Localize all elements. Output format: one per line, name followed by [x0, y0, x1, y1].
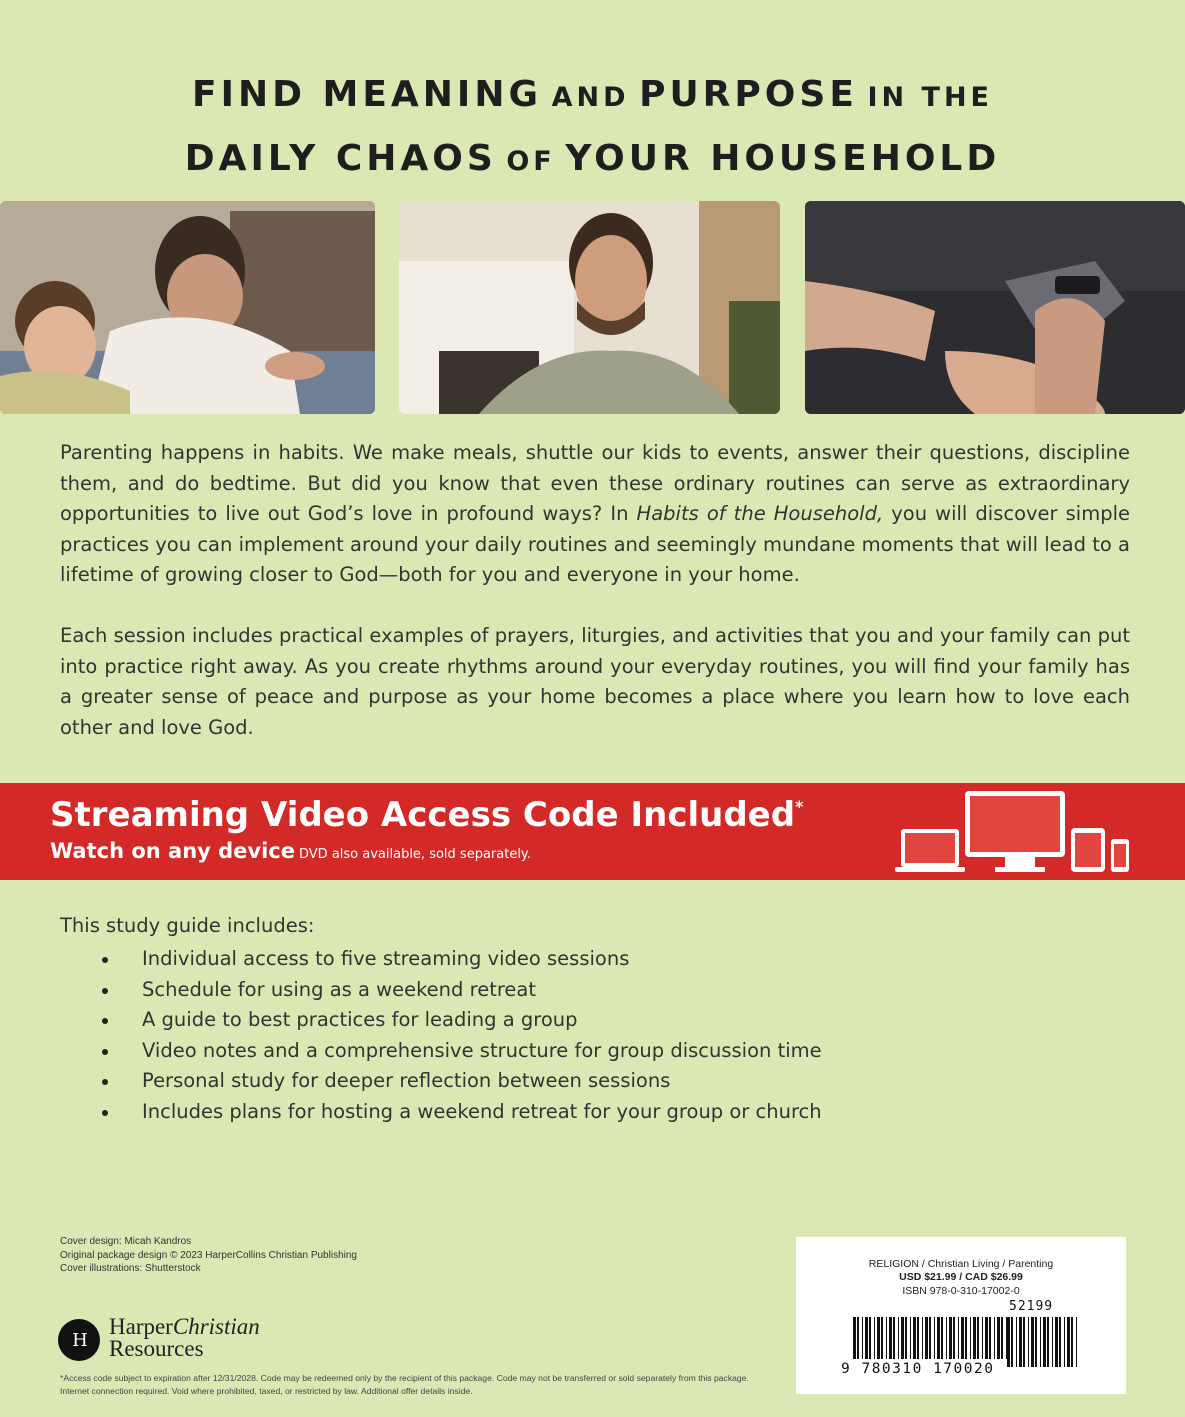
list-item: Personal study for deeper reflection between sessions [100, 1066, 822, 1097]
publisher-emblem-icon: H [58, 1319, 100, 1361]
book-title: Habits of the Household, [636, 502, 884, 526]
disclaimer: *Access code subject to expiration after 12/31/2028. Code may be redeemed only by the recipient of this package. Code may not be transferred or sold separately from this package. Internet connection required. Void where prohibited, taxed, or restricted by law. Additional offer details inside. [60, 1373, 749, 1396]
barcode-panel [796, 1237, 1126, 1394]
photo-presenter [399, 201, 780, 414]
list-item: A guide to best practices for leading a group [100, 1005, 822, 1036]
list-item: Individual access to five streaming video sessions [100, 944, 822, 975]
barcode-icon [853, 1317, 1008, 1359]
description-paragraph-1: Parenting happens in habits. We make meals, shuttle our kids to events, answer their questions, discipline them, and do bedtime. But did you know that even these ordinary routines can serve as extraordinary opportunities to live out God’s love in profound ways? In Habits of the Household, you will discover simple practices you can implement around your daily routines and seemingly mundane moments that will lead to a lifetime of growing closer to God—both for you and everyone in your home. [60, 441, 1131, 587]
isbn-label: ISBN 978-0-310-17002-0 [902, 1285, 1020, 1297]
headline-line-2: DAILY CHAOS OF YOUR HOUSEHOLD [184, 138, 1001, 179]
headline [0, 66, 1185, 194]
banner-note: DVD also available, sold separately. [299, 847, 531, 862]
list-item: Video notes and a comprehensive structure for group discussion time [100, 1036, 822, 1067]
barcode-digits: 9 780310 170020 [841, 1361, 995, 1377]
photo-father-son-praying [0, 201, 375, 414]
barcode-addon-icon [1007, 1317, 1079, 1367]
devices-icon [893, 791, 1133, 875]
includes-title: This study guide includes: [60, 914, 315, 937]
includes-list [100, 944, 822, 1127]
price-label: USD $21.99 / CAD $26.99 [899, 1271, 1023, 1283]
banner-title: Streaming Video Access Code Included* [50, 795, 804, 835]
list-item: Schedule for using as a weekend retreat [100, 975, 822, 1006]
category-label: RELIGION / Christian Living / Parenting [868, 1258, 1054, 1270]
price-code: 52199 [1009, 1299, 1054, 1314]
publisher-name: HarperChristian Resources [109, 1314, 260, 1361]
headline-line-1: FIND MEANING AND PURPOSE IN THE [191, 74, 994, 115]
credits: Cover design: Micah Kandros Original package design © 2023 HarperCollins Christian Publishing Cover illustrations: Shutterstock [60, 1236, 357, 1274]
publisher-logo [58, 1316, 298, 1366]
banner-subtitle: Watch on any device DVD also available, sold separately. [50, 839, 531, 863]
streaming-banner [0, 783, 1185, 880]
photo-phone-hands [805, 201, 1185, 414]
description-paragraph-2: Each session includes practical examples of prayers, liturgies, and activities that you and your family can put into practice right away. As you create rhythms around your everyday routines, you will find your family has a greater sense of peace and purpose as your home becomes a place where you learn how to love each other and love God. [60, 624, 1130, 739]
list-item: Includes plans for hosting a weekend retreat for your group or church [100, 1097, 822, 1128]
